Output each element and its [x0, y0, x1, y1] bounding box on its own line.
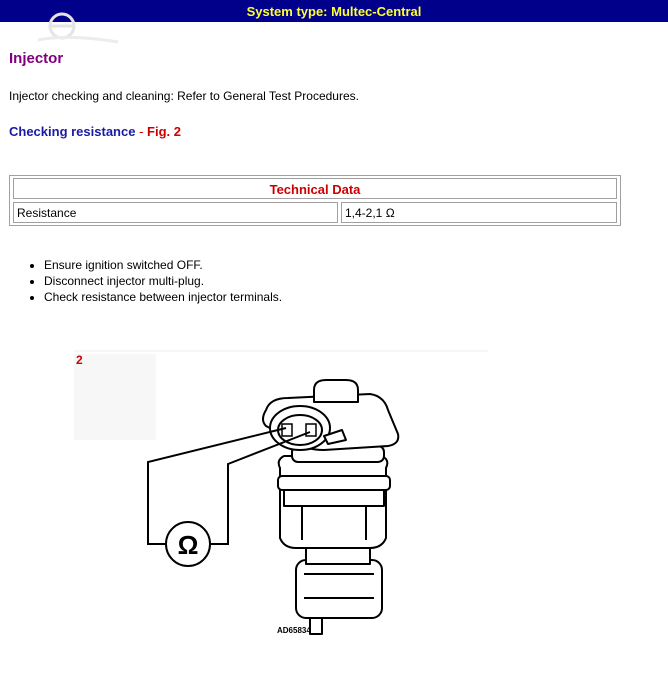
ohmmeter-symbol: Ω [177, 530, 199, 560]
table-cell-label: Resistance [13, 202, 338, 223]
injector-resistance-diagram [70, 350, 490, 650]
list-item: • Ensure ignition switched OFF. [44, 257, 282, 273]
figure-number: 2 [76, 353, 83, 367]
system-type-title: System type: Multec-Central [246, 4, 422, 19]
figure-code: AD65834 [277, 626, 311, 635]
table-cell-value: 1,4-2,1 Ω [341, 202, 617, 223]
page-title: Injector [9, 50, 64, 67]
list-item: • Disconnect injector multi-plug. [44, 273, 282, 289]
watermark-logo-icon [28, 6, 128, 50]
section-heading-label: Checking resistance [9, 124, 136, 139]
technical-data-title: Technical Data [13, 178, 617, 199]
list-item: • Check resistance between injector terminals. [44, 289, 282, 305]
section-heading [9, 124, 181, 139]
intro-text: Injector checking and cleaning: Refer to General Test Procedures. [9, 89, 359, 103]
figure-reference: Fig. 2 [147, 124, 181, 139]
procedure-steps-list [26, 257, 282, 305]
technical-data-table [9, 175, 621, 226]
heading-separator: - [135, 124, 148, 139]
